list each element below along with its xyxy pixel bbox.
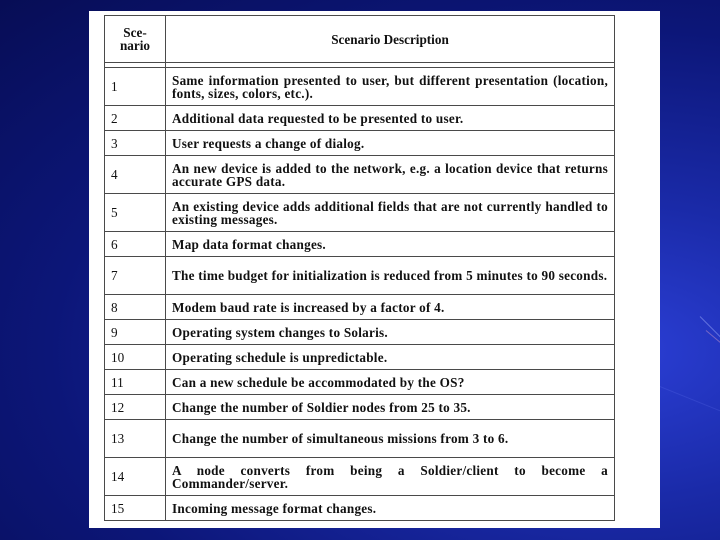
table-row	[105, 370, 615, 395]
table-row	[105, 257, 615, 295]
table-row	[105, 320, 615, 345]
table-row	[105, 156, 615, 194]
table-row	[105, 68, 615, 106]
scenario-description: Change the number of simultaneous missions from 3 to 6.	[166, 420, 615, 458]
scenario-number: 6	[105, 232, 166, 257]
scenario-description: Modem baud rate is increased by a factor of 4.	[166, 295, 615, 320]
scenario-description: Additional data requested to be presented to user.	[166, 106, 615, 131]
scenario-number: 15	[105, 496, 166, 521]
table-row	[105, 395, 615, 420]
scenario-number: 4	[105, 156, 166, 194]
table-row	[105, 496, 615, 521]
scenario-number: 13	[105, 420, 166, 458]
scenario-description: Incoming message format changes.	[166, 496, 615, 521]
scenario-description: Operating system changes to Solaris.	[166, 320, 615, 345]
scenario-description: Map data format changes.	[166, 232, 615, 257]
header-description: Scenario Description	[166, 16, 615, 63]
table-row	[105, 194, 615, 232]
background-streak	[706, 330, 720, 345]
scenario-description: Can a new schedule be accommodated by the OS?	[166, 370, 615, 395]
scenario-number: 10	[105, 345, 166, 370]
scenario-number: 11	[105, 370, 166, 395]
scenario-number: 9	[105, 320, 166, 345]
scenario-number: 1	[105, 68, 166, 106]
scenario-number: 8	[105, 295, 166, 320]
header-scenario: Sce- nario	[105, 16, 166, 63]
scenario-description: Change the number of Soldier nodes from 25 to 35.	[166, 395, 615, 420]
scenario-table	[104, 15, 615, 521]
scenario-number: 2	[105, 106, 166, 131]
scenario-description: An new device is added to the network, e.g. a location device that returns accurate GPS data.	[166, 156, 615, 194]
scenario-description: User requests a change of dialog.	[166, 131, 615, 156]
scenario-description: An existing device adds additional fields that are not currently handled to existing messages.	[166, 194, 615, 232]
scenario-number: 3	[105, 131, 166, 156]
slide-content	[89, 11, 660, 528]
table-row	[105, 106, 615, 131]
table-header-row	[105, 16, 615, 63]
table-row	[105, 232, 615, 257]
table-row	[105, 345, 615, 370]
scenario-number: 5	[105, 194, 166, 232]
scenario-number: 7	[105, 257, 166, 295]
scenario-description: Same information presented to user, but different presentation (location, fonts, sizes, colors, etc.).	[166, 68, 615, 106]
table-row	[105, 420, 615, 458]
scenario-number: 12	[105, 395, 166, 420]
table-row	[105, 295, 615, 320]
scenario-description: The time budget for initialization is reduced from 5 minutes to 90 seconds.	[166, 257, 615, 295]
scenario-description: A node converts from being a Soldier/client to become a Commander/server.	[166, 458, 615, 496]
table-row	[105, 458, 615, 496]
scenario-number: 14	[105, 458, 166, 496]
scenario-description: Operating schedule is unpredictable.	[166, 345, 615, 370]
table-row	[105, 131, 615, 156]
